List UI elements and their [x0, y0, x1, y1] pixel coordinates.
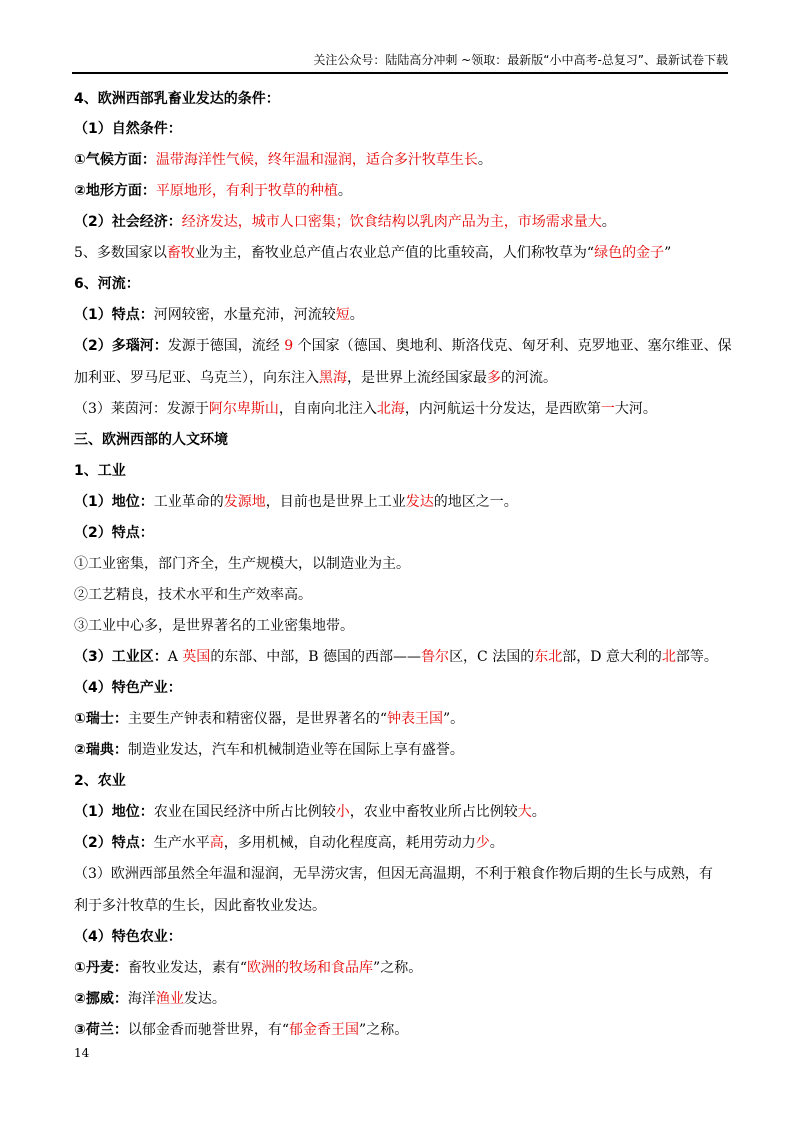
text-line	[74, 801, 728, 823]
text-segment: 工业革命的	[153, 494, 224, 510]
highlighted-text: 温带海洋性气候，终年温和湿润，适合多汁牧草生长	[155, 152, 478, 168]
text-segment: 5、多数国家以	[74, 245, 167, 261]
bold-label: ①丹麦：	[74, 960, 128, 976]
highlighted-text: 北海	[376, 401, 405, 417]
text-line	[74, 584, 728, 606]
text-line	[74, 491, 728, 513]
text-segment: ，自南向北注入	[278, 401, 377, 417]
bold-label: （1）自然条件：	[74, 121, 182, 137]
text-segment: ，目前也是世界上工业	[265, 494, 406, 510]
bold-label: （1）特点：	[74, 307, 154, 323]
text-segment: ②工艺精良，技术水平和生产效率高。	[74, 587, 312, 603]
text-segment: 部，D 意大利的	[562, 649, 662, 665]
bold-label: （4）特色农业：	[74, 929, 182, 945]
highlighted-text: 发达	[405, 494, 434, 510]
bold-label: （2）多瑙河：	[74, 338, 168, 354]
bold-label: ①气候方面：	[74, 152, 156, 168]
text-line	[74, 180, 728, 202]
highlighted-text: 钟表王国	[387, 711, 444, 727]
highlighted-text: 绿色的金子	[594, 245, 665, 261]
bold-label: （1）地位：	[74, 494, 154, 510]
text-segment: 主要生产钟表和精密仪器，是世界著名的“	[127, 711, 388, 727]
text-segment: 海洋	[127, 991, 156, 1007]
text-line	[74, 553, 728, 575]
text-line	[74, 988, 728, 1010]
highlighted-text: 9	[284, 338, 294, 354]
text-segment: 个国家（德国、奥地利、斯洛伐克、匈牙利、克罗地亚、塞尔维亚、保	[293, 338, 732, 354]
bold-label: （4）特色产业：	[74, 680, 182, 696]
text-segment: 利于多汁牧草的生长，因此畜牧业发达。	[74, 898, 326, 914]
bold-label: 1、工业	[74, 463, 126, 479]
highlighted-text: 一	[600, 401, 615, 417]
page-number: 14	[74, 1046, 90, 1060]
highlighted-text: 北	[661, 649, 676, 665]
text-segment: ①工业密集，部门齐全，生产规模大，以制造业为主。	[74, 556, 410, 572]
text-segment: 发源于德国，流经	[167, 338, 285, 354]
text-segment: 大河。	[614, 401, 657, 417]
text-segment: （3）欧洲西部虽然全年温和湿润，无旱涝灾害，但因无高温期，不利于粮食作物后期的生长与成熟，有	[74, 866, 713, 882]
highlighted-text: 发源地	[223, 494, 266, 510]
bold-label: 4、欧洲西部乳畜业发达的条件：	[74, 91, 280, 107]
highlighted-text: 欧洲的牧场和食品库	[247, 960, 374, 976]
text-segment: 的河流。	[501, 370, 557, 386]
highlighted-text: 英国	[182, 649, 211, 665]
text-segment: ，是世界上流经国家最	[347, 370, 487, 386]
text-segment: 。	[531, 804, 546, 820]
highlighted-text: 少	[475, 835, 490, 851]
text-segment: 。	[337, 183, 352, 199]
text-line	[74, 832, 728, 854]
text-segment: 。	[477, 152, 492, 168]
text-segment: 。	[349, 307, 364, 323]
text-segment: 。	[489, 835, 504, 851]
text-segment: 的东部、中部，B 德国的西部——	[210, 649, 422, 665]
highlighted-text: 黑海	[319, 370, 347, 386]
bold-label: 三、欧洲西部的人文环境	[74, 432, 228, 448]
bold-label: （2）社会经济：	[74, 214, 182, 230]
bold-label: （2）特点：	[74, 835, 154, 851]
text-line	[74, 646, 728, 668]
text-line	[74, 273, 728, 295]
highlighted-text: 短	[335, 307, 350, 323]
text-segment: 以郁金香而驰誉世界，有“	[127, 1022, 290, 1038]
text-segment: ”之称。	[359, 1022, 409, 1038]
header-text: 关注公众号：陆陆高分冲刺 ~领取：最新版“小中高考-总复习”、最新试卷下载	[313, 53, 728, 67]
bold-label: ③荷兰：	[74, 1022, 128, 1038]
text-line	[74, 615, 728, 637]
highlighted-text: 渔业	[155, 991, 184, 1007]
bold-label: ②瑞典：	[74, 742, 128, 758]
text-segment: 的地区之一。	[433, 494, 518, 510]
text-line	[74, 304, 728, 326]
highlighted-text: 小	[335, 804, 350, 820]
text-segment: 业为主，畜牧业总产值占农业总产值的比重较高，人们称牧草为“	[194, 245, 595, 261]
text-line	[74, 708, 728, 730]
text-segment: ，农业中畜牧业所占比例较	[349, 804, 518, 820]
text-segment: 畜牧业发达，素有“	[127, 960, 248, 976]
text-line	[74, 367, 728, 389]
text-line	[74, 739, 728, 761]
text-line	[74, 335, 732, 357]
text-line	[74, 242, 728, 264]
highlighted-text: 郁金香王国	[289, 1022, 360, 1038]
bold-label: ②地形方面：	[74, 183, 156, 199]
highlighted-text: 大	[517, 804, 532, 820]
bold-label: （2）特点：	[74, 525, 154, 541]
text-segment: ”	[664, 245, 672, 261]
text-segment: ”之称。	[373, 960, 423, 976]
text-line	[74, 149, 728, 171]
text-line	[74, 895, 728, 917]
text-line	[74, 88, 728, 110]
highlighted-text: 东北	[534, 649, 563, 665]
text-segment: 生产水平	[153, 835, 210, 851]
highlighted-text: 鲁尔	[421, 649, 450, 665]
text-line	[74, 211, 728, 233]
text-segment: 制造业发达，汽车和机械制造业等在国际上享有盛誉。	[127, 742, 464, 758]
text-line	[74, 957, 728, 979]
text-segment: A	[167, 649, 183, 665]
page-header	[72, 50, 728, 74]
text-segment: ，内河航运十分发达，是西欧第	[404, 401, 601, 417]
highlighted-text: 高	[209, 835, 224, 851]
text-segment: ③工业中心多，是世界著名的工业密集地带。	[74, 618, 354, 634]
text-segment: 部等。	[675, 649, 718, 665]
text-segment: 区，C 法国的	[449, 649, 535, 665]
text-line	[74, 677, 728, 699]
text-segment: 发达。	[183, 991, 226, 1007]
text-segment: ，多用机械，自动化程度高，耗用劳动力	[223, 835, 476, 851]
highlighted-text: 经济发达，城市人口密集；饮食结构以乳肉产品为主，市场需求量大	[181, 214, 602, 230]
text-line	[74, 118, 728, 140]
highlighted-text: 阿尔卑斯山	[208, 401, 279, 417]
text-line	[74, 926, 728, 948]
text-segment: ”。	[443, 711, 465, 727]
text-line	[74, 429, 728, 451]
text-segment: 河网较密，水量充沛，河流较	[153, 307, 336, 323]
text-segment: 农业在国民经济中所占比例较	[153, 804, 336, 820]
bold-label: 6、河流：	[74, 276, 140, 292]
text-line	[74, 398, 728, 420]
highlighted-text: 多	[487, 370, 501, 386]
text-line	[74, 460, 728, 482]
bold-label: ②挪威：	[74, 991, 128, 1007]
text-segment: （3）莱茵河：发源于	[74, 401, 209, 417]
highlighted-text: 平原地形，有利于牧草的种植	[155, 183, 338, 199]
bold-label: 2、农业	[74, 773, 126, 789]
highlighted-text: 畜牧	[166, 245, 195, 261]
bold-label: ①瑞士：	[74, 711, 128, 727]
bold-label: （3）工业区：	[74, 649, 168, 665]
text-segment: 加利亚、罗马尼亚、乌克兰），向东注入	[74, 370, 319, 386]
text-segment: 。	[601, 214, 616, 230]
bold-label: （1）地位：	[74, 804, 154, 820]
text-line	[74, 863, 728, 885]
text-line	[74, 770, 728, 792]
text-line	[74, 1019, 728, 1041]
text-line	[74, 522, 728, 544]
